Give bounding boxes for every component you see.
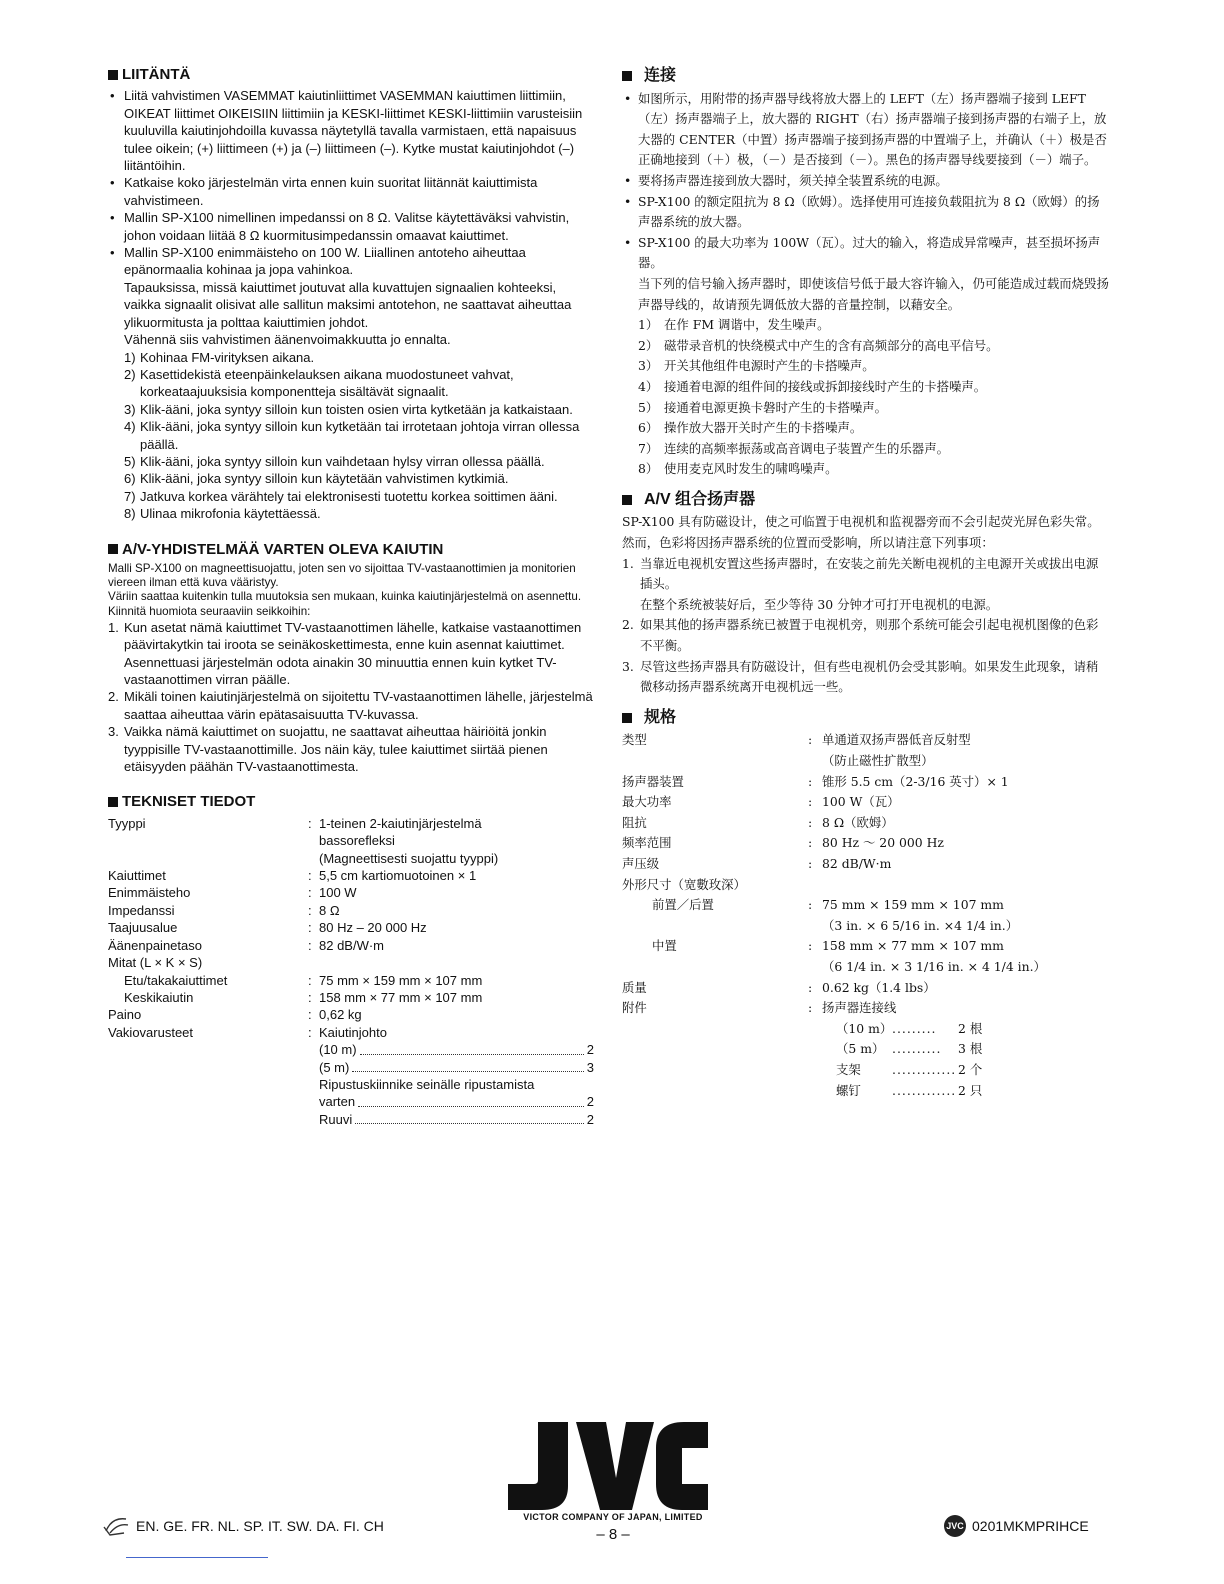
paragraph: Tapauksissa, missä kaiuttimet joutuvat alla kuvattujen signaalien kohteeksi, vaikka signaalit olisivat alle sallitun maksimi antotehon, ne saattavat aiheuttaa ylikuormitusta ja polttaa kaiuttimien johdot. [124,279,572,330]
spec-row: 附件 : 扬声器连接线 （10 m） ......... 2 根 （5 m） .......... 3 根 支架 ............. 2 个 螺钉 ............. 2 只 [622,998,1110,1101]
spec-row: 外形尺寸（宽數玫深） [622,876,746,892]
spec-table [108,815,594,1128]
list-item: 4） 接通着电源的组件间的接线或拆卸接线时产生的卡搭噪声。 [638,378,987,394]
spec-table-zh [622,730,1110,1101]
section-heading-specs-zh: 规格 [622,708,1110,729]
spec-row: 前置／后置 : 75 mm × 159 mm × 107 mm （3 in. × 6 5/16 in. ×4 1/4 in.） [652,897,1019,933]
divider [126,1557,268,1558]
list-item: • Liitä vahvistimen VASEMMAT kaiutinliittimet VASEMMAN kaiuttimen liittimiin, OIKEAT liittimet OIKEISIIN liittimiin ja KESKI-liittimet KESKI-liittimiin varusteisiin kuuluvilla kaiutinjohdoilla kuvassa näytetyllä tavalla varmistaen, että napaisuus tulee oikein; (+) liittimeen (+) ja (–) liittimeen (–). Kytke mustat kaiutinjohdot (–) liitäntöihin. [108,87,594,174]
accessory-line: (10 m) 2 [319,1042,594,1058]
list-item: 5) Klik-ääni, joka syntyy silloin kun vaihdetaan hylsy virran ollessa päällä. [124,453,545,469]
av-notes-list [108,619,594,776]
list-item: 7） 连续的高频率振荡或高音调电子装置产生的乐器声。 [638,440,949,456]
chinese-column [622,66,1110,1101]
list-item: • 如图所示，用附带的扬声器导线将放大器上的 LEFT（左）扬声器端子接到 LEFT（左）扬声器端子上，放大器的 RIGHT（右）扬声器端子接到扬声器的右端子上，放大器的 CENTER（中置）扬声器端子接到扬声器的中置端子上，并确认（＋）极是否正确地接到（＋）极，（－）是否接到（－）。黑色的扬声器导线要接到（－）端子。 [622,89,1110,171]
spec-row: Keskikaiutin : 158 mm × 77 mm × 107 mm [124,989,483,1005]
list-item: 3） 开关其他组件电源时产生的卡搭噪声。 [638,358,875,374]
spec-row: Paino : 0,62 kg [108,1007,362,1023]
paragraph: Vähennä siis vahvistimen äänenvoimakkuutta jo ennalta. [124,332,451,348]
recycle-paper-icon [102,1515,132,1537]
paragraph: Väriin saattaa kuitenkin tulla muutoksia sen mukaan, kuinka kaiutinjärjestelmä on asennettu. [108,590,582,604]
document-code: JVC 0201MKMPRIHCE [944,1515,1089,1537]
paragraph: SP-X100 具有防磁设计，使之可临置于电视机和监视器旁而不会引起荧光屏色彩失常。然而，色彩将因扬声器系统的位置而受影响，所以请注意下列事项： [622,514,1100,551]
list-item: • SP-X100 的额定阻抗为 8 Ω（欧姆）。选择使用可连接负载阻抗为 8 Ω（欧姆）的扬声器系统的放大器。 [622,192,1110,233]
list-item: • 要将扬声器连接到放大器时，须关掉全装置系统的电源。 [622,171,1110,192]
av-notes-list-zh [622,554,1110,698]
square-bullet-icon [108,70,118,80]
spec-row: Vakiovarusteet : Kaiutinjohto (10 m) 2 (5 m) 3 Ripustuskiinnike seinälle ripustamista varten 2 Ruuvi 2 [108,1024,594,1127]
list-item: 2) Kasettidekistä eteenpäinkelauksen aikana muodostuneet vahvat, korkeataajuuksisia komponentteja sisältävät signaalit. [124,366,514,400]
jvc-badge-icon: JVC [944,1515,966,1537]
signal-list-zh [638,315,1110,480]
spec-row: Taajuusalue : 80 Hz – 20 000 Hz [108,920,427,936]
accessory-line: varten 2 [319,1094,594,1110]
paragraph: Malli SP-X100 on magneettisuojattu, joten sen vo sijoittaa TV-vastaanottimien ja monitorien viereen ilman että kuva vääristyy. [108,561,576,590]
connection-bullets [108,87,594,522]
square-bullet-icon [622,713,632,723]
list-item: 4) Klik-ääni, joka syntyy silloin kun kytketään tai irrotetaan johtoja virran ollessa päällä. [124,419,580,452]
accessory-line: （10 m） ......... 2 根 [836,1020,983,1036]
spec-row: Mitat (L × K × S) [108,955,203,971]
spec-row: Enimmäisteho : 100 W [108,885,357,901]
list-item: 1. Kun asetat nämä kaiuttimet TV-vastaanottimen lähelle, katkaise vastaanottimen päävirtakytkin tai iroota se seinäkoskettimesta, enne kuin asennat kaiuttimet. Asennettuasi järjestelmän odota ainakin 30 minuuttia ennen kuin kytket TV-vastaanottimen virran päälle. [108,619,582,687]
list-item: 2. Mikäli toinen kaiutinjärjestelmä on sijoitettu TV-vastaanottimen lähelle, järjestelmä saattaa aiheuttaa värin epätasaisuutta TV-kuvassa. [108,689,593,722]
spec-row: Kaiuttimet : 5,5 cm kartiomuotoinen × 1 [108,868,477,884]
list-item: 1) Kohinaa FM-virityksen aikana. [124,349,315,365]
list-item: 3. 尽管这些扬声器具有防磁设计，但有些电视机仍会受其影响。如果发生此现象，请稍微移动扬声器系统离开电视机远一些。 [622,658,1099,695]
list-item: 6) Klik-ääni, joka syntyy silloin kun käytetään vahvistimen kytkimiä. [124,471,509,487]
square-bullet-icon [622,495,632,505]
list-item: • SP-X100 的最大功率为 100W（瓦）。过大的输入，将造成异常噪声，甚至损坏扬声器。 当下列的信号输入扬声器时，即使该信号低于最大容许输入，仍可能造成过载而烧毁扬声器导线的，故请预先调低放大器的音量控制，以藉安全。 1） 在作 FM 调谐中，发生噪声。 2） 磁带录音机的快绕模式中产生的含有高频部分的高电平信号。 3） 开关其他组件电源时产生的卡搭噪声。 4） 接通着电源的组件间的接线或拆卸接线时产生的卡搭噪声。 5） 接通着电源更换卡磐时产生的卡搭噪声。 6） 操作放大器开关时产生的卡搭噪声。 7） 连续的高频率振荡或高音调电子装置产生的乐器声。 8） 使用麦克风时发生的啸鸣噪声。 [622,233,1110,480]
spec-row: Äänenpainetaso : 82 dB/W·m [108,937,385,953]
square-bullet-icon [622,71,632,81]
list-item: 2） 磁带录音机的快绕模式中产生的含有高频部分的高电平信号。 [638,337,999,353]
section-heading-av: A/V-YHDISTELMÄÄ VARTEN OLEVA KAIUTIN [108,541,594,558]
jvc-logo [504,1416,710,1514]
accessory-list-zh [822,1019,1110,1101]
square-bullet-icon [108,797,118,807]
accessory-line: 支架 ............. 2 个 [836,1061,983,1077]
page-number: – 8 – [596,1526,630,1543]
list-item: 6） 操作放大器开关时产生的卡搭噪声。 [638,420,863,436]
spec-row: 频率范围 : 80 Hz ～ 20 000 Hz [622,835,944,851]
list-item: 8） 使用麦克风时发生的啸鸣噪声。 [638,461,838,477]
spec-row: 中置 : 158 mm × 77 mm × 107 mm （6 1/4 in. × 3 1/16 in. × 4 1/4 in.） [652,938,1046,974]
accessory-line: 螺钉 ............. 2 只 [836,1082,983,1098]
finnish-column [108,66,594,1128]
list-item: 3. Vaikka nämä kaiuttimet on suojattu, ne saattavat aiheuttaa häiriöitä jonkin tyyppisille TV-vastaanottimille. Jos näin käy, tulee kaiuttimet siirtää pienen etäisyyden päähän TV-vastaanottimesta. [108,724,548,775]
spec-row: 声压级 : 82 dB/W·m [622,855,892,871]
language-list: EN. GE. FR. NL. SP. IT. SW. DA. FI. CH [102,1515,384,1537]
spec-row: Impedanssi : 8 Ω [108,902,340,918]
list-item: 5） 接通着电源更换卡磐时产生的卡搭噪声。 [638,399,888,415]
accessory-line: Ruuvi 2 [319,1111,594,1127]
square-bullet-icon [108,544,118,554]
section-heading-liitanta: LIITÄNTÄ [108,66,594,83]
section-heading-specs: TEKNISET TIEDOT [108,793,594,810]
section-heading-av-zh: A/V 组合扬声器 [622,490,1110,511]
spec-row: 最大功率 : 100 W（瓦） [622,794,900,810]
list-item: • Katkaise koko järjestelmän virta ennen kuin suoritat liitännät kaiuttimista vahvistimeen. [108,174,594,209]
list-item: • Mallin SP-X100 nimellinen impedanssi on 8 Ω. Valitse käytettäväksi vahvistin, johon voidaan liitää 8 Ω kuormitusimpedanssin omaavat kaiuttimet. [108,209,594,244]
paragraph: 当下列的信号输入扬声器时，即使该信号低于最大容许输入，仍可能造成过载而烧毁扬声器导线的，故请预先调低放大器的音量控制，以藉安全。 [638,275,1109,312]
list-item: 1） 在作 FM 调谐中，发生噪声。 [638,317,830,333]
list-item: 3) Klik-ääni, joka syntyy silloin kun toisten osien virta kytketään ja katkaistaan. [124,401,573,417]
accessory-line: （5 m） .......... 3 根 [836,1041,983,1057]
spec-row: 类型 : 单通道双扬声器低音反射型 （防止磁性扩散型） [622,732,971,768]
spec-row: Tyyppi : 1-teinen 2-kaiutinjärjestelmä bassorefleksi (Magneettisesti suojattu tyyppi) [108,815,499,866]
list-item: 1. 当靠近电视机安置这些扬声器时，在安装之前先关断电视机的主电源开关或拔出电源插头。 在整个系统被装好后，至少等待 30 分钟才可打开电视机的电源。 [622,555,1099,612]
section-heading-connection-zh: 连接 [622,66,1110,87]
list-item: 2. 如果其他的扬声器系统已被置于电视机旁，则那个系统可能会引起电视机图像的色彩不平衡。 [622,617,1099,654]
list-item: 8) Ulinaa mikrofonia käytettäessä. [124,506,321,522]
spec-row: Etu/takakaiuttimet : 75 mm × 159 mm × 107 mm [124,972,483,988]
connection-bullets-zh [622,89,1110,480]
spec-row: 质量 : 0.62 kg（1.4 lbs） [622,979,936,995]
list-item: • Mallin SP-X100 enimmäisteho on 100 W. Liiallinen antoteho aiheuttaa epänormaalia kohinaa ja jopa vahinkoa. Tapauksissa, missä kaiuttimet joutuvat alla kuvattujen signaalien kohteeksi, vaikka signaalit olisivat alle sallitun maksimi antotehon, ne saattavat aiheuttaa ylikuormitusta ja polttaa kaiuttimien johdot. Vähennä siis vahvistimen äänenvoimakkuutta jo ennalta. 1) Kohinaa FM-virityksen aikana. 2) Kasettidekistä eteenpäinkelauksen aikana muodostuneet vahvat, korkeataajuuksisia komponentteja sisältävät signaalit. 3) Klik-ääni, joka syntyy silloin kun toisten osien virta kytketään ja katkaistaan. 4) Klik-ääni, joka syntyy silloin kun kytketään tai irrotetaan johtoja virran ollessa päällä. 5) Klik-ääni, joka syntyy silloin kun vaihdetaan hylsy virran ollessa päällä. 6) Klik-ääni, joka syntyy silloin kun käytetään vahvistimen kytkimiä. 7) Jatkuva korkea värähtely tai elektronisesti tuotettu korkea soittimen ääni. 8) Ulinaa mikrofonia käytettäessä. [108,244,594,523]
accessory-line: (5 m) 3 [319,1059,594,1075]
spec-row: 扬声器装置 : 锥形 5.5 cm（2-3/16 英寸）× 1 [622,773,1009,789]
list-item: 7) Jatkuva korkea värähtely tai elektronisesti tuotettu korkea soittimen ääni. [124,488,558,504]
company-name: VICTOR COMPANY OF JAPAN, LIMITED [523,1512,703,1522]
paragraph: Kiinnitä huomiota seuraaviin seikkoihin: [108,604,311,618]
spec-row: 阻抗 : 8 Ω（欧姆） [622,814,894,830]
signal-list [124,349,594,523]
